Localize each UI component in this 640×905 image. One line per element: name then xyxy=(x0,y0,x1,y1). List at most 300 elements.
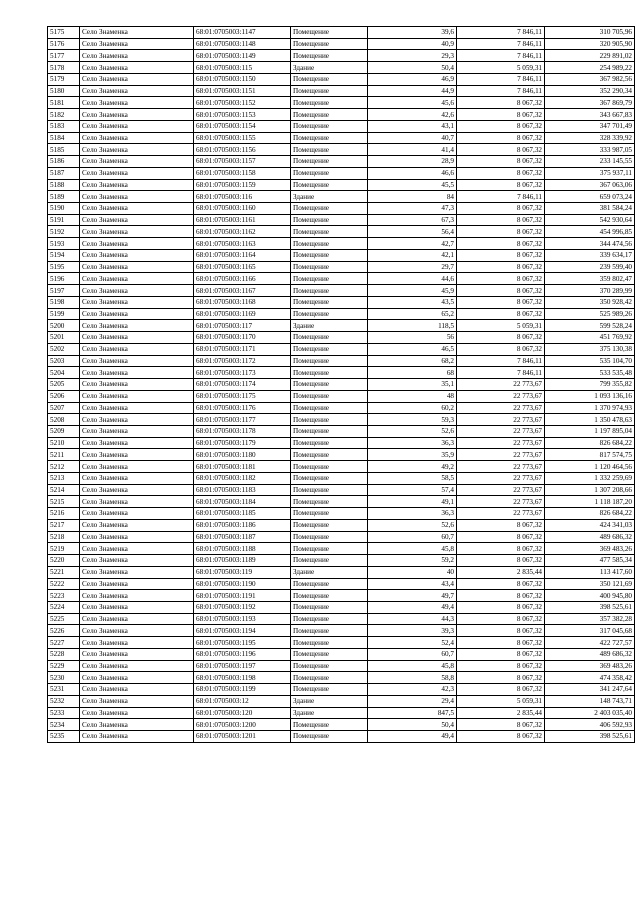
row-number-cell: 5235 xyxy=(48,731,80,743)
area-cell: 48 xyxy=(368,390,457,402)
area-cell: 68 xyxy=(368,367,457,379)
cadastral-number-cell: 68:01:0705003:1172 xyxy=(194,355,291,367)
object-type-cell: Помещение xyxy=(291,249,368,261)
area-cell: 50,4 xyxy=(368,719,457,731)
object-type-cell: Помещение xyxy=(291,625,368,637)
area-cell: 40,9 xyxy=(368,38,457,50)
object-type-cell: Помещение xyxy=(291,672,368,684)
area-cell: 43,5 xyxy=(368,296,457,308)
unit-value-cell: 8 067,32 xyxy=(457,719,545,731)
object-type-cell: Помещение xyxy=(291,402,368,414)
object-type-cell: Помещение xyxy=(291,461,368,473)
cadastral-number-cell: 68:01:0705003:1164 xyxy=(194,249,291,261)
object-type-cell: Помещение xyxy=(291,85,368,97)
area-cell: 39,6 xyxy=(368,27,457,39)
table-row xyxy=(48,555,635,567)
table-row xyxy=(48,367,635,379)
row-number-cell: 5215 xyxy=(48,496,80,508)
cadastral-number-cell: 68:01:0705003:116 xyxy=(194,191,291,203)
row-number-cell: 5175 xyxy=(48,27,80,39)
locality-cell: Село Знаменка xyxy=(80,719,194,731)
cadastral-number-cell: 68:01:0705003:1187 xyxy=(194,531,291,543)
locality-cell: Село Знаменка xyxy=(80,85,194,97)
table-row xyxy=(48,191,635,203)
row-number-cell: 5223 xyxy=(48,590,80,602)
unit-value-cell: 8 067,32 xyxy=(457,590,545,602)
table-row xyxy=(48,97,635,109)
object-type-cell: Помещение xyxy=(291,555,368,567)
cadastral-value-cell: 1 120 464,56 xyxy=(545,461,635,473)
cadastral-value-cell: 381 584,24 xyxy=(545,203,635,215)
unit-value-cell: 2 835,44 xyxy=(457,707,545,719)
area-cell: 49,2 xyxy=(368,461,457,473)
locality-cell: Село Знаменка xyxy=(80,156,194,168)
table-row xyxy=(48,38,635,50)
area-cell: 44,9 xyxy=(368,85,457,97)
area-cell: 46,9 xyxy=(368,73,457,85)
row-number-cell: 5202 xyxy=(48,343,80,355)
area-cell: 42,1 xyxy=(368,249,457,261)
row-number-cell: 5195 xyxy=(48,261,80,273)
cadastral-value-cell: 2 403 035,40 xyxy=(545,707,635,719)
row-number-cell: 5178 xyxy=(48,62,80,74)
table-row xyxy=(48,167,635,179)
unit-value-cell: 8 067,32 xyxy=(457,144,545,156)
cadastral-value-cell: 1 350 478,63 xyxy=(545,414,635,426)
cadastral-number-cell: 68:01:0705003:1166 xyxy=(194,273,291,285)
row-number-cell: 5200 xyxy=(48,320,80,332)
cadastral-number-cell: 68:01:0705003:1173 xyxy=(194,367,291,379)
cadastral-value-cell: 451 769,92 xyxy=(545,332,635,344)
unit-value-cell: 22 773,67 xyxy=(457,484,545,496)
locality-cell: Село Знаменка xyxy=(80,62,194,74)
locality-cell: Село Знаменка xyxy=(80,203,194,215)
locality-cell: Село Знаменка xyxy=(80,660,194,672)
cadastral-number-cell: 68:01:0705003:1154 xyxy=(194,120,291,132)
cadastral-value-cell: 350 928,42 xyxy=(545,296,635,308)
object-type-cell: Помещение xyxy=(291,578,368,590)
table-row xyxy=(48,109,635,121)
cadastral-number-cell: 68:01:0705003:1200 xyxy=(194,719,291,731)
unit-value-cell: 22 773,67 xyxy=(457,449,545,461)
cadastral-value-cell: 398 525,61 xyxy=(545,731,635,743)
cadastral-value-cell: 352 290,34 xyxy=(545,85,635,97)
cadastral-number-cell: 68:01:0705003:1167 xyxy=(194,285,291,297)
locality-cell: Село Знаменка xyxy=(80,402,194,414)
unit-value-cell: 8 067,32 xyxy=(457,226,545,238)
locality-cell: Село Знаменка xyxy=(80,249,194,261)
row-number-cell: 5185 xyxy=(48,144,80,156)
cadastral-number-cell: 68:01:0705003:1179 xyxy=(194,437,291,449)
unit-value-cell: 8 067,32 xyxy=(457,731,545,743)
area-cell: 59,2 xyxy=(368,555,457,567)
row-number-cell: 5186 xyxy=(48,156,80,168)
object-type-cell: Помещение xyxy=(291,132,368,144)
cadastral-value-cell: 1 118 187,20 xyxy=(545,496,635,508)
row-number-cell: 5193 xyxy=(48,238,80,250)
object-type-cell: Помещение xyxy=(291,449,368,461)
unit-value-cell: 7 846,11 xyxy=(457,355,545,367)
row-number-cell: 5179 xyxy=(48,73,80,85)
cadastral-value-cell: 254 989,22 xyxy=(545,62,635,74)
row-number-cell: 5204 xyxy=(48,367,80,379)
table-row xyxy=(48,590,635,602)
area-cell: 50,4 xyxy=(368,62,457,74)
object-type-cell: Помещение xyxy=(291,167,368,179)
unit-value-cell: 22 773,67 xyxy=(457,472,545,484)
locality-cell: Село Знаменка xyxy=(80,555,194,567)
locality-cell: Село Знаменка xyxy=(80,566,194,578)
row-number-cell: 5222 xyxy=(48,578,80,590)
locality-cell: Село Знаменка xyxy=(80,320,194,332)
locality-cell: Село Знаменка xyxy=(80,601,194,613)
unit-value-cell: 22 773,67 xyxy=(457,437,545,449)
row-number-cell: 5224 xyxy=(48,601,80,613)
object-type-cell: Помещение xyxy=(291,144,368,156)
table-body xyxy=(48,27,635,743)
cadastral-number-cell: 68:01:0705003:1149 xyxy=(194,50,291,62)
area-cell: 29,4 xyxy=(368,695,457,707)
cadastral-number-cell: 68:01:0705003:1150 xyxy=(194,73,291,85)
area-cell: 42,3 xyxy=(368,684,457,696)
table-row xyxy=(48,203,635,215)
locality-cell: Село Знаменка xyxy=(80,367,194,379)
area-cell: 56 xyxy=(368,332,457,344)
object-type-cell: Помещение xyxy=(291,719,368,731)
cadastral-number-cell: 68:01:0705003:1188 xyxy=(194,543,291,555)
table-row xyxy=(48,285,635,297)
row-number-cell: 5229 xyxy=(48,660,80,672)
cadastral-value-cell: 454 996,85 xyxy=(545,226,635,238)
unit-value-cell: 8 067,32 xyxy=(457,343,545,355)
table-row xyxy=(48,402,635,414)
table-row xyxy=(48,273,635,285)
unit-value-cell: 8 067,32 xyxy=(457,519,545,531)
area-cell: 44,3 xyxy=(368,613,457,625)
cadastral-number-cell: 68:01:0705003:1186 xyxy=(194,519,291,531)
table-row xyxy=(48,684,635,696)
cadastral-value-cell: 799 355,82 xyxy=(545,379,635,391)
cadastral-number-cell: 68:01:0705003:12 xyxy=(194,695,291,707)
row-number-cell: 5183 xyxy=(48,120,80,132)
object-type-cell: Помещение xyxy=(291,179,368,191)
cadastral-value-cell: 659 073,24 xyxy=(545,191,635,203)
unit-value-cell: 8 067,32 xyxy=(457,578,545,590)
row-number-cell: 5231 xyxy=(48,684,80,696)
row-number-cell: 5189 xyxy=(48,191,80,203)
area-cell: 39,3 xyxy=(368,625,457,637)
cadastral-number-cell: 68:01:0705003:1152 xyxy=(194,97,291,109)
table-row xyxy=(48,85,635,97)
unit-value-cell: 8 067,32 xyxy=(457,109,545,121)
table-row xyxy=(48,238,635,250)
cadastral-number-cell: 68:01:0705003:1189 xyxy=(194,555,291,567)
cadastral-number-cell: 68:01:0705003:1161 xyxy=(194,214,291,226)
row-number-cell: 5182 xyxy=(48,109,80,121)
table-row xyxy=(48,390,635,402)
cadastral-number-cell: 68:01:0705003:1157 xyxy=(194,156,291,168)
table-row xyxy=(48,437,635,449)
table-row xyxy=(48,308,635,320)
area-cell: 52,6 xyxy=(368,519,457,531)
table-row xyxy=(48,27,635,39)
cadastral-number-cell: 68:01:0705003:1191 xyxy=(194,590,291,602)
object-type-cell: Помещение xyxy=(291,273,368,285)
unit-value-cell: 8 067,32 xyxy=(457,120,545,132)
unit-value-cell: 7 846,11 xyxy=(457,367,545,379)
table-row xyxy=(48,226,635,238)
cadastral-value-cell: 367 869,79 xyxy=(545,97,635,109)
object-type-cell: Помещение xyxy=(291,27,368,39)
cadastral-number-cell: 68:01:0705003:1183 xyxy=(194,484,291,496)
object-type-cell: Помещение xyxy=(291,414,368,426)
cadastral-value-cell: 489 686,32 xyxy=(545,531,635,543)
locality-cell: Село Знаменка xyxy=(80,167,194,179)
area-cell: 40 xyxy=(368,566,457,578)
area-cell: 46,5 xyxy=(368,343,457,355)
locality-cell: Село Знаменка xyxy=(80,226,194,238)
area-cell: 42,7 xyxy=(368,238,457,250)
object-type-cell: Помещение xyxy=(291,109,368,121)
object-type-cell: Помещение xyxy=(291,590,368,602)
object-type-cell: Помещение xyxy=(291,508,368,520)
locality-cell: Село Знаменка xyxy=(80,508,194,520)
area-cell: 60,2 xyxy=(368,402,457,414)
locality-cell: Село Знаменка xyxy=(80,425,194,437)
table-row xyxy=(48,449,635,461)
area-cell: 43,4 xyxy=(368,578,457,590)
cadastral-number-cell: 68:01:0705003:1196 xyxy=(194,648,291,660)
table-row xyxy=(48,566,635,578)
table-row xyxy=(48,695,635,707)
table-row xyxy=(48,472,635,484)
cadastral-value-cell: 229 891,02 xyxy=(545,50,635,62)
object-type-cell: Помещение xyxy=(291,120,368,132)
locality-cell: Село Знаменка xyxy=(80,238,194,250)
cadastral-value-cell: 826 684,22 xyxy=(545,508,635,520)
cadastral-number-cell: 68:01:0705003:1199 xyxy=(194,684,291,696)
row-number-cell: 5205 xyxy=(48,379,80,391)
cadastral-number-cell: 68:01:0705003:1190 xyxy=(194,578,291,590)
unit-value-cell: 8 067,32 xyxy=(457,672,545,684)
locality-cell: Село Знаменка xyxy=(80,414,194,426)
cadastral-number-cell: 68:01:0705003:1148 xyxy=(194,38,291,50)
cadastral-value-cell: 406 592,93 xyxy=(545,719,635,731)
cadastral-value-cell: 489 686,32 xyxy=(545,648,635,660)
locality-cell: Село Знаменка xyxy=(80,73,194,85)
locality-cell: Село Знаменка xyxy=(80,144,194,156)
row-number-cell: 5196 xyxy=(48,273,80,285)
locality-cell: Село Знаменка xyxy=(80,379,194,391)
table-row xyxy=(48,156,635,168)
object-type-cell: Помещение xyxy=(291,97,368,109)
cadastral-number-cell: 68:01:0705003:1163 xyxy=(194,238,291,250)
table-row xyxy=(48,144,635,156)
table-row xyxy=(48,637,635,649)
cadastral-value-cell: 148 743,71 xyxy=(545,695,635,707)
cadastral-number-cell: 68:01:0705003:119 xyxy=(194,566,291,578)
cadastral-number-cell: 68:01:0705003:1155 xyxy=(194,132,291,144)
unit-value-cell: 7 846,11 xyxy=(457,85,545,97)
object-type-cell: Помещение xyxy=(291,156,368,168)
table-row xyxy=(48,261,635,273)
table-row xyxy=(48,132,635,144)
object-type-cell: Помещение xyxy=(291,637,368,649)
cadastral-number-cell: 68:01:0705003:1165 xyxy=(194,261,291,273)
area-cell: 68,2 xyxy=(368,355,457,367)
row-number-cell: 5201 xyxy=(48,332,80,344)
row-number-cell: 5198 xyxy=(48,296,80,308)
area-cell: 35,1 xyxy=(368,379,457,391)
row-number-cell: 5227 xyxy=(48,637,80,649)
object-type-cell: Помещение xyxy=(291,38,368,50)
cadastral-value-cell: 344 474,56 xyxy=(545,238,635,250)
row-number-cell: 5211 xyxy=(48,449,80,461)
row-number-cell: 5194 xyxy=(48,249,80,261)
row-number-cell: 5232 xyxy=(48,695,80,707)
row-number-cell: 5234 xyxy=(48,719,80,731)
cadastral-number-cell: 68:01:0705003:1195 xyxy=(194,637,291,649)
table-row xyxy=(48,62,635,74)
row-number-cell: 5213 xyxy=(48,472,80,484)
unit-value-cell: 22 773,67 xyxy=(457,379,545,391)
table-row xyxy=(48,660,635,672)
object-type-cell: Помещение xyxy=(291,684,368,696)
table-row xyxy=(48,601,635,613)
row-number-cell: 5188 xyxy=(48,179,80,191)
area-cell: 56,4 xyxy=(368,226,457,238)
row-number-cell: 5187 xyxy=(48,167,80,179)
row-number-cell: 5226 xyxy=(48,625,80,637)
area-cell: 847,5 xyxy=(368,707,457,719)
unit-value-cell: 22 773,67 xyxy=(457,496,545,508)
area-cell: 49,4 xyxy=(368,601,457,613)
row-number-cell: 5233 xyxy=(48,707,80,719)
cadastral-number-cell: 68:01:0705003:1180 xyxy=(194,449,291,461)
area-cell: 52,4 xyxy=(368,637,457,649)
row-number-cell: 5180 xyxy=(48,85,80,97)
area-cell: 59,3 xyxy=(368,414,457,426)
row-number-cell: 5176 xyxy=(48,38,80,50)
table-row xyxy=(48,320,635,332)
cadastral-value-cell: 375 937,11 xyxy=(545,167,635,179)
cadastral-value-cell: 477 585,34 xyxy=(545,555,635,567)
row-number-cell: 5191 xyxy=(48,214,80,226)
area-cell: 42,6 xyxy=(368,109,457,121)
unit-value-cell: 22 773,67 xyxy=(457,508,545,520)
object-type-cell: Помещение xyxy=(291,379,368,391)
cadastral-number-cell: 68:01:0705003:1177 xyxy=(194,414,291,426)
area-cell: 84 xyxy=(368,191,457,203)
unit-value-cell: 2 835,44 xyxy=(457,566,545,578)
cadastral-number-cell: 68:01:0705003:1176 xyxy=(194,402,291,414)
unit-value-cell: 5 059,31 xyxy=(457,695,545,707)
cadastral-number-cell: 68:01:0705003:1175 xyxy=(194,390,291,402)
unit-value-cell: 5 059,31 xyxy=(457,62,545,74)
cadastral-value-cell: 357 382,28 xyxy=(545,613,635,625)
cadastral-value-cell: 1 197 895,04 xyxy=(545,425,635,437)
object-type-cell: Помещение xyxy=(291,437,368,449)
unit-value-cell: 8 067,32 xyxy=(457,648,545,660)
row-number-cell: 5184 xyxy=(48,132,80,144)
table-row xyxy=(48,707,635,719)
cadastral-value-cell: 317 045,68 xyxy=(545,625,635,637)
object-type-cell: Помещение xyxy=(291,484,368,496)
object-type-cell: Помещение xyxy=(291,543,368,555)
locality-cell: Село Знаменка xyxy=(80,390,194,402)
cadastral-value-cell: 233 145,55 xyxy=(545,156,635,168)
unit-value-cell: 8 067,32 xyxy=(457,285,545,297)
area-cell: 49,4 xyxy=(368,731,457,743)
row-number-cell: 5199 xyxy=(48,308,80,320)
cadastral-value-cell: 367 982,56 xyxy=(545,73,635,85)
unit-value-cell: 22 773,67 xyxy=(457,402,545,414)
cadastral-number-cell: 68:01:0705003:1193 xyxy=(194,613,291,625)
area-cell: 43,1 xyxy=(368,120,457,132)
locality-cell: Село Знаменка xyxy=(80,543,194,555)
object-type-cell: Помещение xyxy=(291,519,368,531)
row-number-cell: 5190 xyxy=(48,203,80,215)
object-type-cell: Помещение xyxy=(291,296,368,308)
locality-cell: Село Знаменка xyxy=(80,214,194,226)
unit-value-cell: 8 067,32 xyxy=(457,531,545,543)
object-type-cell: Помещение xyxy=(291,226,368,238)
area-cell: 57,4 xyxy=(368,484,457,496)
locality-cell: Село Знаменка xyxy=(80,707,194,719)
cadastral-value-cell: 474 358,42 xyxy=(545,672,635,684)
locality-cell: Село Знаменка xyxy=(80,179,194,191)
object-type-cell: Помещение xyxy=(291,261,368,273)
table-row xyxy=(48,249,635,261)
unit-value-cell: 8 067,32 xyxy=(457,625,545,637)
object-type-cell: Здание xyxy=(291,191,368,203)
cadastral-value-cell: 599 528,24 xyxy=(545,320,635,332)
unit-value-cell: 8 067,32 xyxy=(457,332,545,344)
table-row xyxy=(48,296,635,308)
cadastral-value-cell: 333 987,05 xyxy=(545,144,635,156)
area-cell: 45,6 xyxy=(368,97,457,109)
unit-value-cell: 22 773,67 xyxy=(457,390,545,402)
row-number-cell: 5212 xyxy=(48,461,80,473)
cadastral-number-cell: 68:01:0705003:1184 xyxy=(194,496,291,508)
locality-cell: Село Знаменка xyxy=(80,296,194,308)
object-type-cell: Помещение xyxy=(291,238,368,250)
locality-cell: Село Знаменка xyxy=(80,449,194,461)
row-number-cell: 5210 xyxy=(48,437,80,449)
row-number-cell: 5220 xyxy=(48,555,80,567)
unit-value-cell: 8 067,32 xyxy=(457,637,545,649)
unit-value-cell: 8 067,32 xyxy=(457,238,545,250)
table-row xyxy=(48,672,635,684)
cadastral-number-cell: 68:01:0705003:1151 xyxy=(194,85,291,97)
row-number-cell: 5177 xyxy=(48,50,80,62)
locality-cell: Село Знаменка xyxy=(80,648,194,660)
cadastral-value-cell: 113 417,60 xyxy=(545,566,635,578)
table-row xyxy=(48,355,635,367)
object-type-cell: Здание xyxy=(291,566,368,578)
table-row xyxy=(48,425,635,437)
locality-cell: Село Знаменка xyxy=(80,120,194,132)
object-type-cell: Помещение xyxy=(291,367,368,379)
cadastral-number-cell: 68:01:0705003:1192 xyxy=(194,601,291,613)
locality-cell: Село Знаменка xyxy=(80,343,194,355)
unit-value-cell: 8 067,32 xyxy=(457,296,545,308)
locality-cell: Село Знаменка xyxy=(80,695,194,707)
table-row xyxy=(48,613,635,625)
area-cell: 60,7 xyxy=(368,648,457,660)
area-cell: 28,9 xyxy=(368,156,457,168)
cadastral-number-cell: 68:01:0705003:1185 xyxy=(194,508,291,520)
